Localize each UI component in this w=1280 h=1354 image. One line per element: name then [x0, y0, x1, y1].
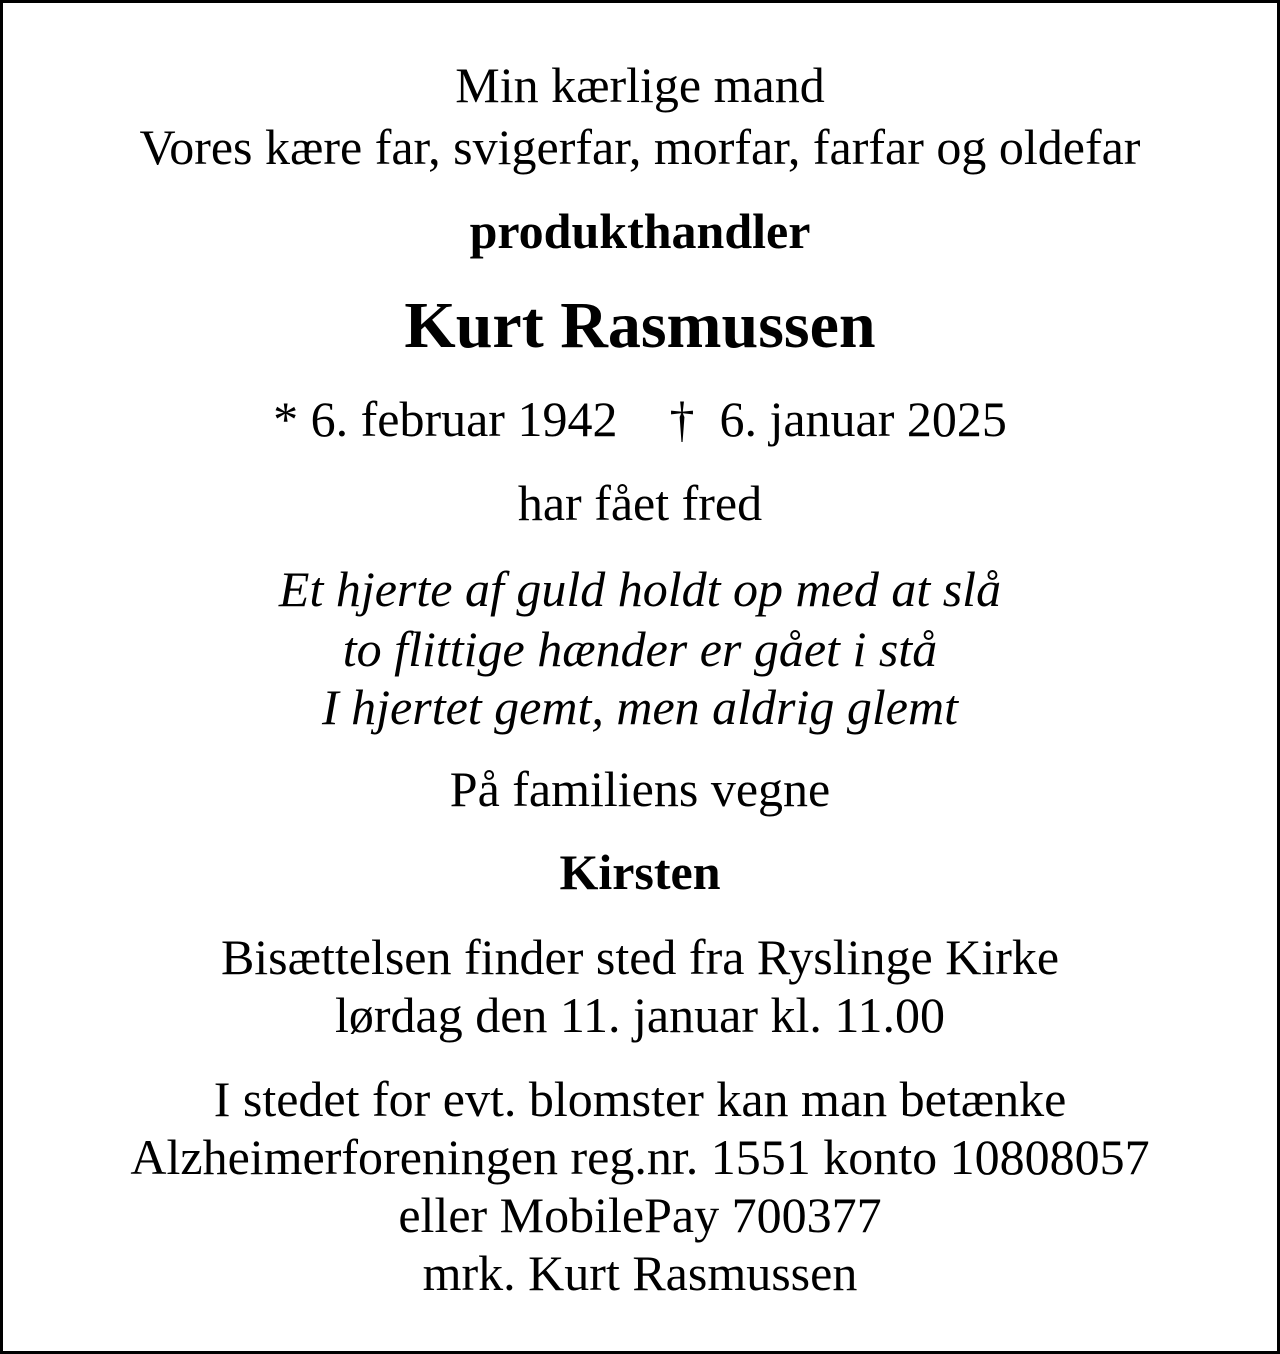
verse-line-1: Et hjerte af guld holdt op med at slå [278, 561, 1002, 617]
status-text: har fået fred [517, 475, 763, 531]
donation-line-2: Alzheimerforeningen reg.nr. 1551 konto 10808057 [130, 1129, 1150, 1185]
intro-line-2: Vores kære far, svigerfar, morfar, farfar og oldefar [139, 119, 1141, 175]
signer-name: Kirsten [559, 844, 721, 900]
intro-line-1: Min kærlige mand [455, 57, 825, 113]
donation-line-3: eller MobilePay 700377 [398, 1187, 882, 1243]
verse-line-3: I hjertet gemt, men aldrig glemt [322, 679, 958, 735]
death-date: 6. januar 2025 [719, 391, 1007, 447]
birth-date: 6. februar 1942 [310, 391, 618, 447]
donation-line-1: I stedet for evt. blomster kan man betænke [213, 1071, 1067, 1127]
deceased-name: Kurt Rasmussen [404, 289, 876, 362]
funeral-line-1: Bisættelsen finder sted fra Ryslinge Kirke [220, 929, 1060, 985]
donation-line-4: mrk. Kurt Rasmussen [422, 1245, 858, 1301]
funeral-line-2: lørdag den 11. januar kl. 11.00 [334, 987, 946, 1043]
occupation: produkthandler [469, 203, 811, 259]
on-behalf-text: På familiens vegne [449, 761, 831, 817]
life-dates [3, 389, 1277, 449]
verse-line-2: to flittige hænder er gået i stå [342, 621, 938, 677]
birth-symbol: * [273, 391, 299, 447]
death-symbol: † [669, 391, 695, 447]
